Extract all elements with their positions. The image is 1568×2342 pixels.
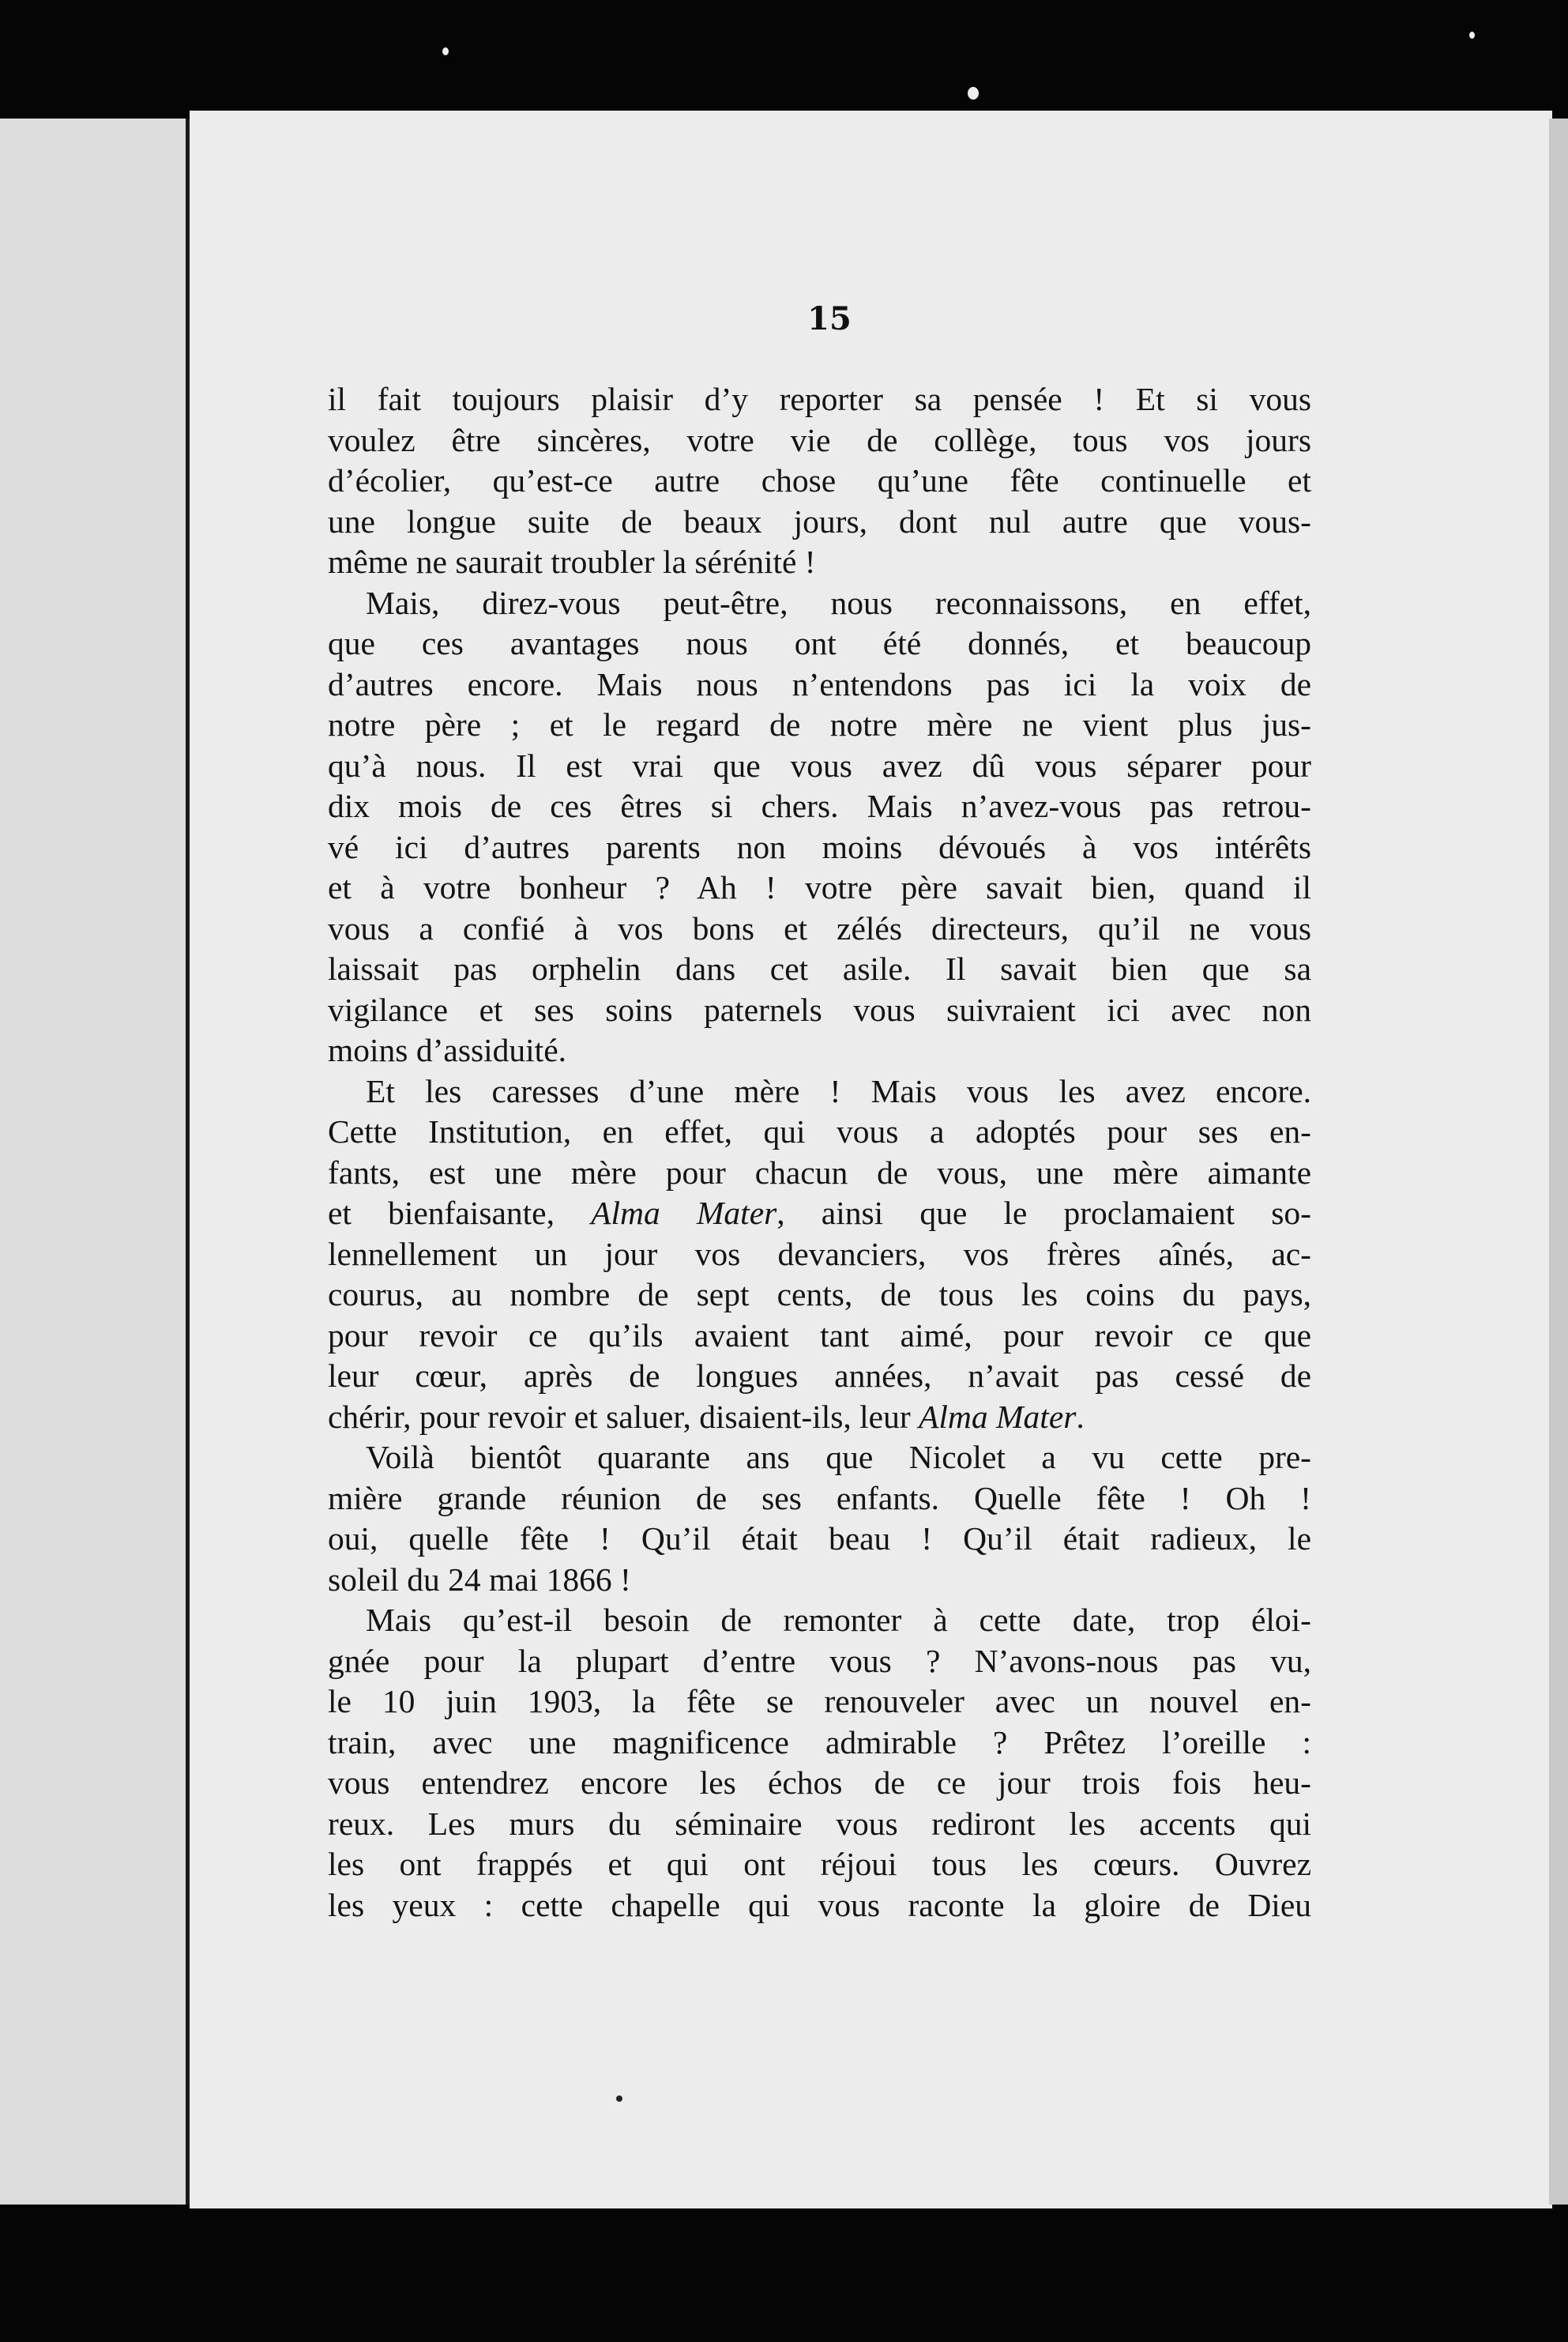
text-line: le 10 juin 1903, la fête se renouveler avec un nouvel en- [328, 1683, 1311, 1719]
text-line: même ne saurait troubler la sérénité ! [328, 544, 816, 580]
text-line: il fait toujours plaisir d’y reporter sa pensée ! Et si vous [328, 381, 1311, 417]
text-line: lennellement un jour vos devanciers, vos frères aînés, ac- [328, 1235, 1311, 1272]
facing-page-edge [0, 119, 190, 2205]
text-line: Mais qu’est-il besoin de remonter à cette date, trop éloi- [366, 1602, 1311, 1638]
text-line: une longue suite de beaux jours, dont nul autre que vous- [328, 503, 1311, 540]
text-line: leur cœur, après de longues années, n’avait pas cessé de [328, 1357, 1311, 1394]
text-line: Mais, direz-vous peut-être, nous reconnaissons, en effet, [366, 584, 1311, 621]
text-line: chérir, pour revoir et saluer, disaient-ils, leur Alma Mater. [328, 1398, 1085, 1435]
text-line: vous a confié à vos bons et zélés directeurs, qu’il ne vous [328, 909, 1311, 947]
text-line: Cette Institution, en effet, qui vous a adoptés pour ses en- [328, 1113, 1311, 1150]
text-line: pour revoir ce qu’ils avaient tant aimé, pour revoir ce que [328, 1316, 1311, 1354]
alma-mater-italic: Alma Mater [591, 1195, 777, 1231]
alma-mater-italic: Alma Mater [919, 1398, 1077, 1435]
text-line: voulez être sincères, votre vie de collège, tous vos jours [328, 421, 1311, 458]
page-fore-edge [1549, 119, 1568, 2205]
dust-speck [1469, 32, 1475, 39]
text-line: soleil du 24 mai 1866 ! [328, 1561, 631, 1598]
text-line: d’autres encore. Mais nous n’entendons pas ici la voix de [328, 665, 1311, 702]
text-line: moins d’assiduité. [328, 1032, 567, 1068]
text-line: que ces avantages nous ont été donnés, et beaucoup [328, 625, 1311, 661]
text-line: Et les caresses d’une mère ! Mais vous les avez encore. [366, 1072, 1311, 1109]
ink-speck [616, 2095, 622, 2102]
text-line: et à votre bonheur ? Ah ! votre père savait bien, quand il [328, 869, 1311, 906]
page-number: 15 [807, 300, 852, 337]
dust-speck [442, 47, 449, 55]
text-line: dix mois de ces êtres si chers. Mais n’avez-vous pas retrou- [328, 788, 1311, 824]
text-line: vigilance et ses soins paternels vous suivraient ici avec non [328, 991, 1311, 1028]
text-line: d’écolier, qu’est-ce autre chose qu’une fête continuelle et [328, 462, 1311, 499]
text-line: qu’à nous. Il est vrai que vous avez dû vous séparer pour [328, 747, 1311, 784]
dust-speck [968, 87, 979, 100]
text-line: notre père ; et le regard de notre mère ne vient plus jus- [328, 706, 1311, 743]
body-text [328, 379, 1311, 1926]
text-line: reux. Les murs du séminaire vous rediront les accents qui [328, 1805, 1311, 1842]
text-line: courus, au nombre de sept cents, de tous les coins du pays, [328, 1276, 1311, 1312]
text-line: vé ici d’autres parents non moins dévoués à vos intérêts [328, 828, 1311, 865]
text-line: laissait pas orphelin dans cet asile. Il savait bien que sa [328, 951, 1311, 987]
text-line: vous entendrez encore les échos de ce jour trois fois heu- [328, 1764, 1311, 1801]
text-line: les yeux : cette chapelle qui vous raconte la gloire de Dieu [328, 1886, 1311, 1923]
text-line: train, avec une magnificence admirable ? Prêtez l’oreille : [328, 1723, 1311, 1760]
text-line: fants, est une mère pour chacun de vous, une mère aimante [328, 1154, 1311, 1191]
text-line: Voilà bientôt quarante ans que Nicolet a vu cette pre- [366, 1439, 1311, 1475]
text-line: et bienfaisante, Alma Mater, ainsi que le proclamaient so- [328, 1195, 1311, 1231]
text-line: gnée pour la plupart d’entre vous ? N’avons-nous pas vu, [328, 1642, 1311, 1679]
text-line: oui, quelle fête ! Qu’il était beau ! Qu’il était radieux, le [328, 1520, 1311, 1557]
text-line: les ont frappés et qui ont réjoui tous les cœurs. Ouvrez [328, 1846, 1311, 1882]
text-line: mière grande réunion de ses enfants. Quelle fête ! Oh ! [328, 1479, 1311, 1516]
